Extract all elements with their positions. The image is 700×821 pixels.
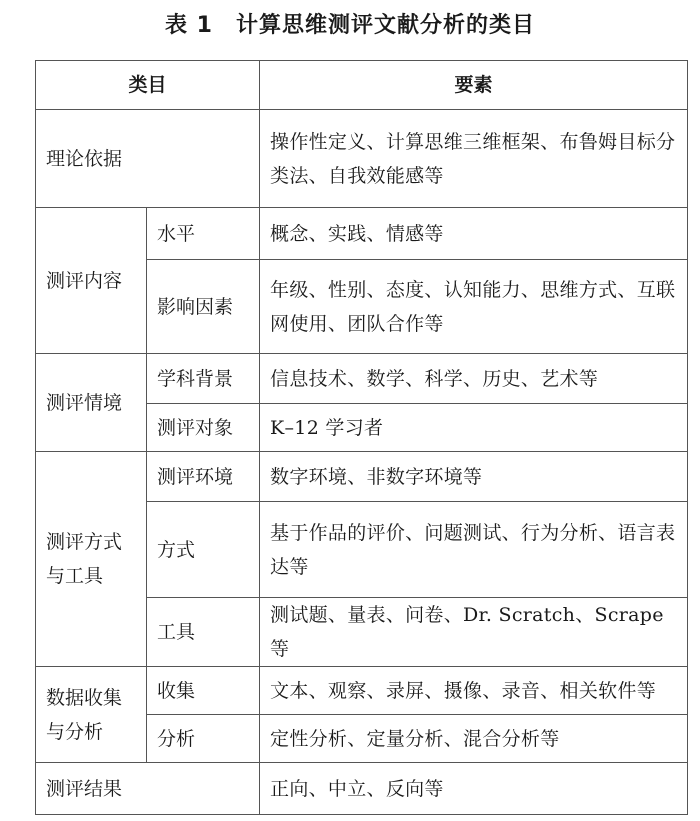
sub-label-target: 测评对象 bbox=[147, 404, 260, 452]
table-row bbox=[36, 667, 688, 715]
sub-label-subject: 学科背景 bbox=[147, 354, 260, 404]
sub-label-level: 水平 bbox=[147, 208, 260, 260]
sub-content-level: 概念、实践、情感等 bbox=[260, 208, 688, 260]
sub-content-factors: 年级、性别、态度、认知能力、思维方式、互联网使用、团队合作等 bbox=[260, 260, 688, 354]
sub-label-way: 方式 bbox=[147, 502, 260, 598]
sub-label-collect: 收集 bbox=[147, 667, 260, 715]
table-row bbox=[36, 354, 688, 404]
table-caption: 表 1 计算思维测评文献分析的类目 bbox=[165, 13, 535, 38]
table-row bbox=[36, 763, 688, 815]
header-category: 类目 bbox=[36, 61, 260, 110]
row-label-context: 测评情境 bbox=[36, 354, 147, 452]
table-row bbox=[36, 208, 688, 260]
row-label-result: 测评结果 bbox=[36, 763, 260, 815]
sub-content-collect: 文本、观察、录屏、摄像、录音、相关软件等 bbox=[260, 667, 688, 715]
sub-content-target: K–12 学习者 bbox=[260, 404, 688, 452]
row-label-methods: 测评方式与工具 bbox=[36, 452, 147, 667]
category-table bbox=[35, 60, 688, 815]
row-label-data: 数据收集与分析 bbox=[36, 667, 147, 763]
sub-content-subject: 信息技术、数学、科学、历史、艺术等 bbox=[260, 354, 688, 404]
sub-content-way: 基于作品的评价、问题测试、行为分析、语言表达等 bbox=[260, 502, 688, 598]
sub-content-analyze: 定性分析、定量分析、混合分析等 bbox=[260, 715, 688, 763]
row-content-result: 正向、中立、反向等 bbox=[260, 763, 688, 815]
header-elements: 要素 bbox=[260, 61, 688, 110]
sub-label-analyze: 分析 bbox=[147, 715, 260, 763]
sub-label-factors: 影响因素 bbox=[147, 260, 260, 354]
row-label-content: 测评内容 bbox=[36, 208, 147, 354]
row-content-theory: 操作性定义、计算思维三维框架、布鲁姆目标分类法、自我效能感等 bbox=[260, 110, 688, 208]
table-row bbox=[36, 110, 688, 208]
table-header-row bbox=[36, 61, 688, 110]
sub-label-tools: 工具 bbox=[147, 598, 260, 667]
row-label-theory: 理论依据 bbox=[36, 110, 260, 208]
table-row bbox=[36, 452, 688, 502]
sub-content-env: 数字环境、非数字环境等 bbox=[260, 452, 688, 502]
sub-label-env: 测评环境 bbox=[147, 452, 260, 502]
sub-content-tools: 测试题、量表、问卷、Dr. Scratch、Scrape 等 bbox=[260, 598, 688, 667]
